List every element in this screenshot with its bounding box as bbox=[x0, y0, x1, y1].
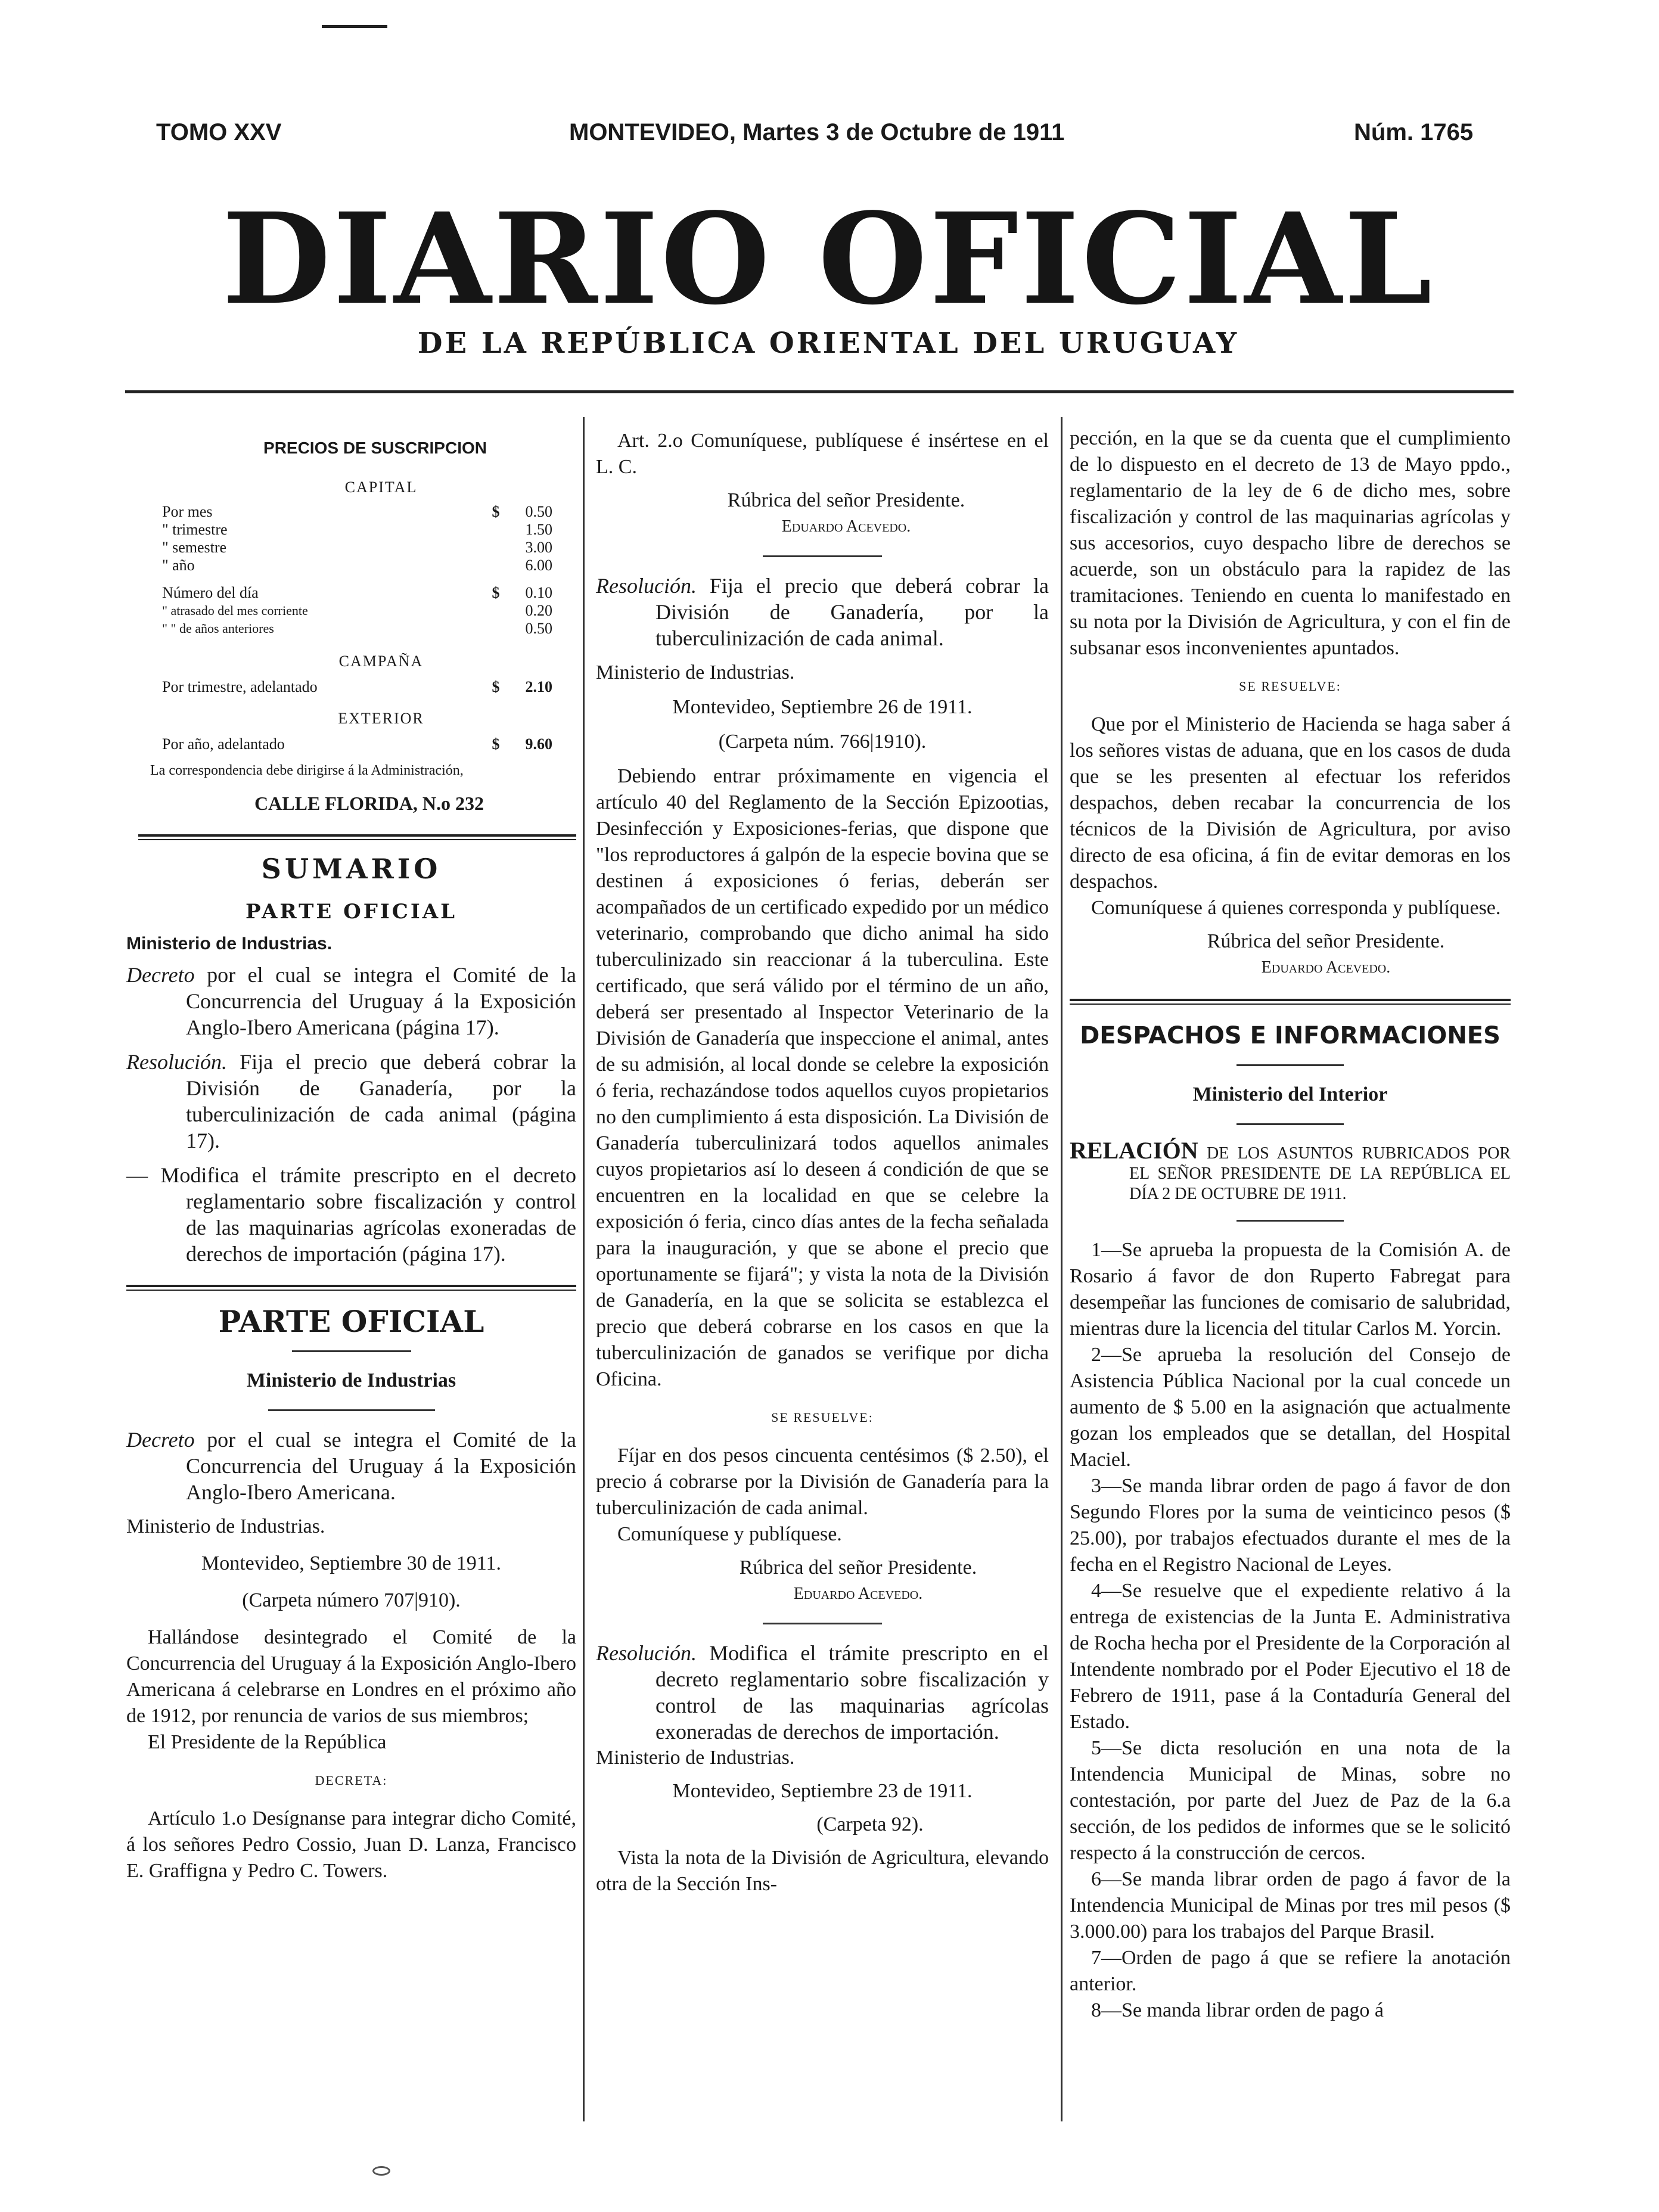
divider bbox=[1237, 1220, 1344, 1222]
list-item: 8—Se manda librar orden de pago á bbox=[1091, 1999, 1384, 2021]
price-row: " año 6.00 bbox=[162, 557, 552, 574]
sumario-item: — Modifica el trámite prescripto en el decreto reglamentario sobre fiscalización y control de las maquinarias agrícolas exoneradas de derechos de importación (página 17). bbox=[126, 1163, 576, 1266]
issue-number: Núm. 1765 bbox=[1354, 119, 1474, 145]
list-item: 4—Se resuelve que el expediente relativo á la entrega de existencias de la Junta E. Administrativa de Rocha hecha por el Presidente de la Corporación al Intendente nombrado por el Poder Ejecutivo el 18 de Febrero de 1911, pase á la Contaduría General del Estado. bbox=[1070, 1580, 1511, 1733]
issue-date: MONTEVIDEO, Martes 3 de Octubre de 1911 bbox=[569, 119, 1065, 145]
ministry-line: Ministerio de Industrias. bbox=[126, 1515, 325, 1537]
divider bbox=[1070, 999, 1511, 1005]
column-1 bbox=[126, 435, 576, 1884]
decreta-label: DECRETA: bbox=[315, 1773, 388, 1788]
ministerio-heading: Ministerio del Interior bbox=[1192, 1083, 1388, 1105]
capital-label: CAPITAL bbox=[344, 479, 418, 496]
sumario-item: Resolución. Fija el precio que deberá cobrar la División de Ganadería, por la tuberculinización de cada animal (página 17). bbox=[126, 1050, 576, 1152]
carpeta-line: (Carpeta número 707|910). bbox=[242, 1589, 461, 1611]
parte-oficial-heading: PARTE OFICIAL bbox=[218, 1304, 484, 1339]
volume-label: TOMO XXV bbox=[156, 119, 282, 145]
resolution-body: Debiendo entrar próximamente en vigencia el artículo 40 del Reglamento de la Sección Epizootias, Desinfección y Exposiciones-ferias, que dispone que "los reproductores á galpón de la especie bovina que se destinen á exposiciones ó ferias, deberán ser acompañados de un certificado expedido por un médico veterinario, comprobando que dicho animal ha sido tuberculinizado sin reaccionar á la tuberculina. Este certificado, que será válido por el término de un año, deberá ser presentado al Inspector Veterinario de la División de Ganadería que inspeccione el animal, antes de su admisión, al local donde se celebre la exposición ó feria, rechazándose todos aquellos cuyos propietarios no den cumplimiento á esta disposición. La División de Ganadería tuberculinizará todos aquellos animales cuyos propietarios así lo deseen á condición de que se encuentren en la localidad en que se celebre la exposición ó feria, cinco días antes de la fecha señalada para la inauguración, y que se abone el precio que oportunamente se fijará"; y vista la nota de la División de Ganadería, en la que se solicita se establezca el precio que deberá cobrarse en los casos en que la tuberculinización de ganados se verifique por dicha Oficina. bbox=[596, 765, 1049, 1390]
date-line: Montevideo, Septiembre 26 de 1911. bbox=[672, 696, 973, 718]
price-row: " atrasado del mes corriente 0.20 bbox=[162, 602, 552, 619]
divider bbox=[126, 1285, 576, 1291]
list-item: 6—Se manda librar orden de pago á favor de la Intendencia Municipal de Minas por tres mil pesos ($ 3.000.00) para los trabajos del Parque Brasil. bbox=[1070, 1868, 1511, 1943]
divider bbox=[763, 555, 882, 557]
masthead-subtitle: DE LA REPÚBLICA ORIENTAL DEL URUGUAY bbox=[417, 327, 1239, 360]
article-1: Artículo 1.o Desígnanse para integrar dicho Comité, á los señores Pedro Cossio, Juan D. Lanza, Francisco E. Graffigna y Pedro C. Towers. bbox=[126, 1807, 576, 1882]
price-row: Por año, adelantado $ 9.60 bbox=[162, 735, 552, 753]
list-item: 7—Orden de pago á que se refiere la anotación anterior. bbox=[1070, 1947, 1511, 1995]
resolution-body-continued: pección, en la que se da cuenta que el cumplimiento de lo dispuesto en el decreto de 13 de Mayo ppdo., reglamentario de la ley de 6 de dicho mes, sobre fiscalización y control de las maquinarias agrícolas y sus accesorios, cuyo despacho libre de derechos se acuerde, son un obstáculo para la rapidez de las tramitaciones. Teniendo en cuenta lo manifestado en su nota por la División de Agricultura, y con el fin de subsanar esos inconvenientes apuntados. bbox=[1070, 427, 1511, 659]
campana-label: CAMPAÑA bbox=[338, 653, 424, 670]
sumario-ministerio: Ministerio de Industrias. bbox=[126, 934, 333, 953]
despachos-heading: DESPACHOS E INFORMACIONES bbox=[1080, 1022, 1500, 1049]
price-row: Por trimestre, adelantado $ 2.10 bbox=[162, 678, 552, 695]
correspondence-note: La correspondencia debe dirigirse á la Administración, bbox=[150, 763, 464, 778]
ministerio-heading: Ministerio de Industrias bbox=[246, 1369, 456, 1391]
column-rule-2 bbox=[1061, 417, 1062, 2121]
address: CALLE FLORIDA, N.o 232 bbox=[254, 793, 484, 814]
masthead-title: DIARIO OFICIAL bbox=[222, 185, 1435, 333]
price-row: Por mes $ 0.50 bbox=[162, 503, 552, 520]
rubrica-line: Rúbrica del señor Presidente. bbox=[1207, 930, 1445, 952]
sumario-parte: PARTE OFICIAL bbox=[245, 900, 458, 924]
ministry-line: Ministerio de Industrias. bbox=[596, 1747, 795, 1769]
resolution-title: Resolución. Modifica el trámite prescripto en el decreto reglamentario sobre fiscalización y control de las maquinarias agrícolas exoneradas de derechos de importación. bbox=[596, 1641, 1049, 1744]
list-item: 5—Se dicta resolución en una nota de la Intendencia Municipal de Minas, sobre no contestación, por parte del Juez de Paz de la 6.a sección, de los pedidos de informes que se le solicitó respecto á la construcción de cercos. bbox=[1070, 1737, 1511, 1864]
masthead-rule bbox=[125, 390, 1514, 393]
carpeta-line: (Carpeta 92). bbox=[816, 1813, 924, 1835]
divider bbox=[1237, 1064, 1344, 1066]
decreto-body: Hallándose desintegrado el Comité de la Concurrencia del Uruguay á la Exposición Anglo-Ibero Americana á celebrarse en Londres en el próximo año de 1912, por renuncia de varios de sus miembros; bbox=[126, 1626, 576, 1727]
rubrica-line: Rúbrica del señor Presidente. bbox=[727, 489, 965, 511]
resolution-body: Vista la nota de la División de Agricultura, elevando otra de la Sección Ins- bbox=[596, 1847, 1049, 1895]
price-row: Número del día $ 0.10 bbox=[162, 584, 552, 601]
price-row: " trimestre 1.50 bbox=[162, 521, 552, 538]
resolution-text: Que por el Ministerio de Hacienda se haga saber á los señores vistas de aduana, que en los casos de duda que se les presenten al efectuar los referidos despachos, deben recabar la concurrencia de los técnicos de la División de Agricultura, por aviso directo de esa oficina, á fin de evitar demoras en los despachos. bbox=[1070, 713, 1511, 893]
carpeta-line: (Carpeta núm. 766|1910). bbox=[718, 731, 927, 753]
resolution-text: Fíjar en dos pesos cincuenta centésimos ($ 2.50), el precio á cobrarse por la División de Ganadería para la tuberculinización de cada animal. bbox=[596, 1444, 1049, 1519]
signature: Eduardo Acevedo. bbox=[793, 1585, 923, 1603]
column-2 bbox=[596, 428, 1049, 1897]
page-mark bbox=[372, 2166, 390, 2176]
list-item: 2—Se aprueba la resolución del Consejo de Asistencia Pública Nacional por la cual concede un aumento de $ 5.00 en la asignación que actualmente gozan los empleados que se detallan, del Hospital Maciel. bbox=[1070, 1344, 1511, 1471]
comuniquese-line: Comuníquese y publíquese. bbox=[617, 1523, 842, 1545]
se-resuelve-label: SE RESUELVE: bbox=[1239, 679, 1341, 694]
prices-heading: PRECIOS DE SUSCRIPCION bbox=[263, 439, 487, 457]
divider bbox=[138, 834, 576, 840]
sumario-item: Decreto por el cual se integra el Comité de la Concurrencia del Uruguay á la Exposición Anglo-Ibero Americana (página 17). bbox=[126, 963, 576, 1039]
date-line: Montevideo, Septiembre 23 de 1911. bbox=[672, 1780, 973, 1802]
article-2: Art. 2.o Comuníquese, publíquese é insértese en el L. C. bbox=[596, 430, 1049, 478]
divider bbox=[763, 1623, 882, 1624]
date-line: Montevideo, Septiembre 30 de 1911. bbox=[201, 1552, 501, 1574]
decreto-title: Decreto por el cual se integra el Comité de la Concurrencia del Uruguay á la Exposición Anglo-Ibero Americana. bbox=[126, 1428, 576, 1504]
comuniquese-line: Comuníquese á quienes corresponda y publíquese. bbox=[1091, 897, 1501, 919]
list-item: 1—Se aprueba la propuesta de la Comisión A. de Rosario á favor de don Ruperto Fabregat para desempeñar las funciones de comisario de salubridad, mientras dure la licencia del titular Carlos M. Yorcin. bbox=[1070, 1239, 1511, 1340]
price-row: " " de años anteriores 0.50 bbox=[162, 620, 552, 637]
column-3 bbox=[1070, 425, 1511, 2024]
sumario-heading: SUMARIO bbox=[261, 853, 442, 885]
resolution-title: Resolución. Fija el precio que deberá cobrar la División de Ganadería, por la tuberculinización de cada animal. bbox=[596, 574, 1049, 650]
exterior-label: EXTERIOR bbox=[338, 710, 424, 727]
rubrica-line: Rúbrica del señor Presidente. bbox=[739, 1557, 977, 1579]
signature: Eduardo Acevedo. bbox=[781, 517, 911, 536]
signature: Eduardo Acevedo. bbox=[1261, 958, 1391, 977]
top-mark bbox=[322, 25, 387, 28]
price-row: " semestre 3.00 bbox=[162, 539, 552, 556]
ministry-line: Ministerio de Industrias. bbox=[596, 661, 795, 684]
se-resuelve-label: SE RESUELVE: bbox=[771, 1410, 874, 1425]
relacion-heading: RELACIÓN DE LOS ASUNTOS RUBRICADOS POR EL SEÑOR PRESIDENTE DE LA REPÚBLICA EL DÍA 2 DE OCTUBRE DE 1911. bbox=[1070, 1137, 1511, 1203]
column-rule-1 bbox=[583, 417, 585, 2121]
divider bbox=[292, 1350, 411, 1352]
divider bbox=[268, 1409, 435, 1411]
prices-box bbox=[126, 435, 576, 816]
president-line: El Presidente de la República bbox=[148, 1731, 387, 1753]
list-item: 3—Se manda librar orden de pago á favor de don Segundo Flores por la suma de veinticinco pesos ($ 25.00), por trabajos efectuados durante el mes de la fecha en el Registro Nacional de Leyes. bbox=[1070, 1475, 1511, 1576]
divider bbox=[1237, 1123, 1344, 1125]
